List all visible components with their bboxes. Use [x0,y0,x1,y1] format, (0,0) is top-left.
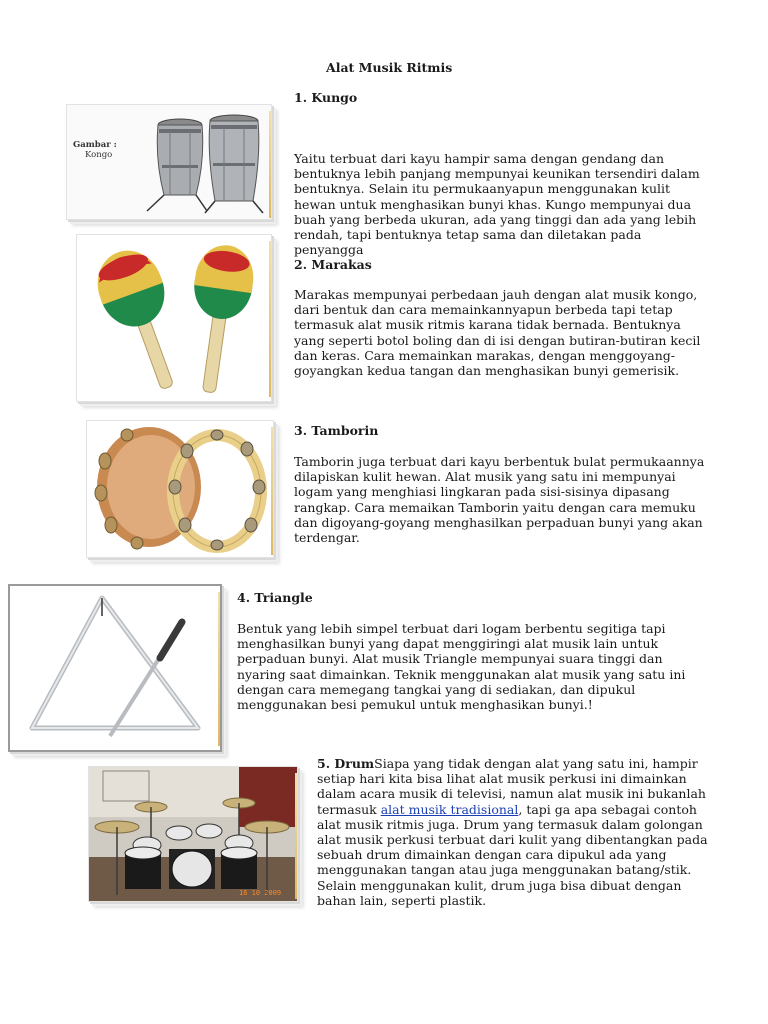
item-2-heading: 2. Marakas [294,257,372,272]
item-5-text [317,756,712,908]
triangle-image [8,584,222,752]
item-2-text: Marakas mempunyai perbedaan jauh dengan alat musik kongo, dari bentuk dan cara memainkannyapun berbeda tapi tetap termasuk alat musik ritmis karana tidak bernada. Bentuknya yang seperti botol boling dan di isi dengan butiran-butiran kecil dan keras. Cara memainkan marakas, dengan menggoyang-goyangkan kedua tangan dan menghasikan bunyi gemerisik. [294,287,701,379]
item-4-text: Bentuk yang lebih simpel terbuat dari logam berbentu segitiga tapi menghasilkan bunyi yang dapat menggiringi alat musik lain untuk perpaduan bunyi. Alat musik Triangle mempunyai suara tinggi dan nyaring saat dimainkan. Teknik menggunakan alat musik yang satu ini dengan cara memegang tangkai yang di sediakan, dan dipukul menggunakan besi pemukul untuk menghasikan bunyi.! [237,621,686,713]
item-3-heading: 3. Tamborin [294,423,379,438]
drumkit-image [88,766,298,902]
item-5-text-before-link: Siapa yang tidak dengan alat yang satu ini, hampir setiap hari kita bisa lihat alat musik perkusi ini dimainkan dalam acara musik di televisi, namun alat musik ini bukanlah termasuk [317,756,706,817]
item-5-heading: 5. Drum [317,756,375,771]
item-3-text: Tamborin juga terbuat dari kayu berbentuk bulat permukaannya dilapiskan kulit hewan. Alat musik yang satu ini mempunyai logam yang menghiasi lingkaran pada sisi-sisinya dipasang rangkap. Cara memaikan Tamborin yaitu dengan cara memuku dan digoyang-goyang menghasilkan perpaduan bunyi yang akan terdengar. [294,454,705,546]
item-5-text-after-link: , tapi ga apa sebagai contoh alat musik ritmis juga. Drum yang termasuk dalam golongan alat musik perkusi terbuat dari kulit yang dibentangkan pada sebuah drum dimainkan dengan cara dipukul ada yang menggunakan tangan atau juga menggunakan batang/stik. Selain menggunakan kulit, drum juga bisa dibuat dengan bahan lain, seperti plastik. [317,801,708,908]
tambourine-image [86,420,274,558]
item-1-heading: 1. Kungo [294,90,358,105]
photo-date-stamp: 16 10 2009 [239,889,282,897]
traditional-music-link[interactable]: alat musik tradisional [380,801,519,817]
maracas-image [76,234,272,402]
item-4-heading: 4. Triangle [237,590,313,605]
kongo-image [66,104,272,220]
page-title: Alat Musik Ritmis [326,60,453,75]
item-1-text: Yaitu terbuat dari kayu hampir sama dengan gendang dan bentuknya lebih panjang mempunyai keunikan tersendiri dalam bentuknya. Selain itu permukaanyapun menggunakan kulit hewan untuk menghasikan bunyi khas. Kungo mempunyai dua buah yang berbeda ukuran, ada yang tinggi dan ada yang lebih rendah, tapi bentuknya tetap sama dan diletakan pada penyangga [294,151,700,258]
image-label-line-1: Gambar : [73,140,117,150]
image-label-line-2: Kongo [85,150,113,160]
